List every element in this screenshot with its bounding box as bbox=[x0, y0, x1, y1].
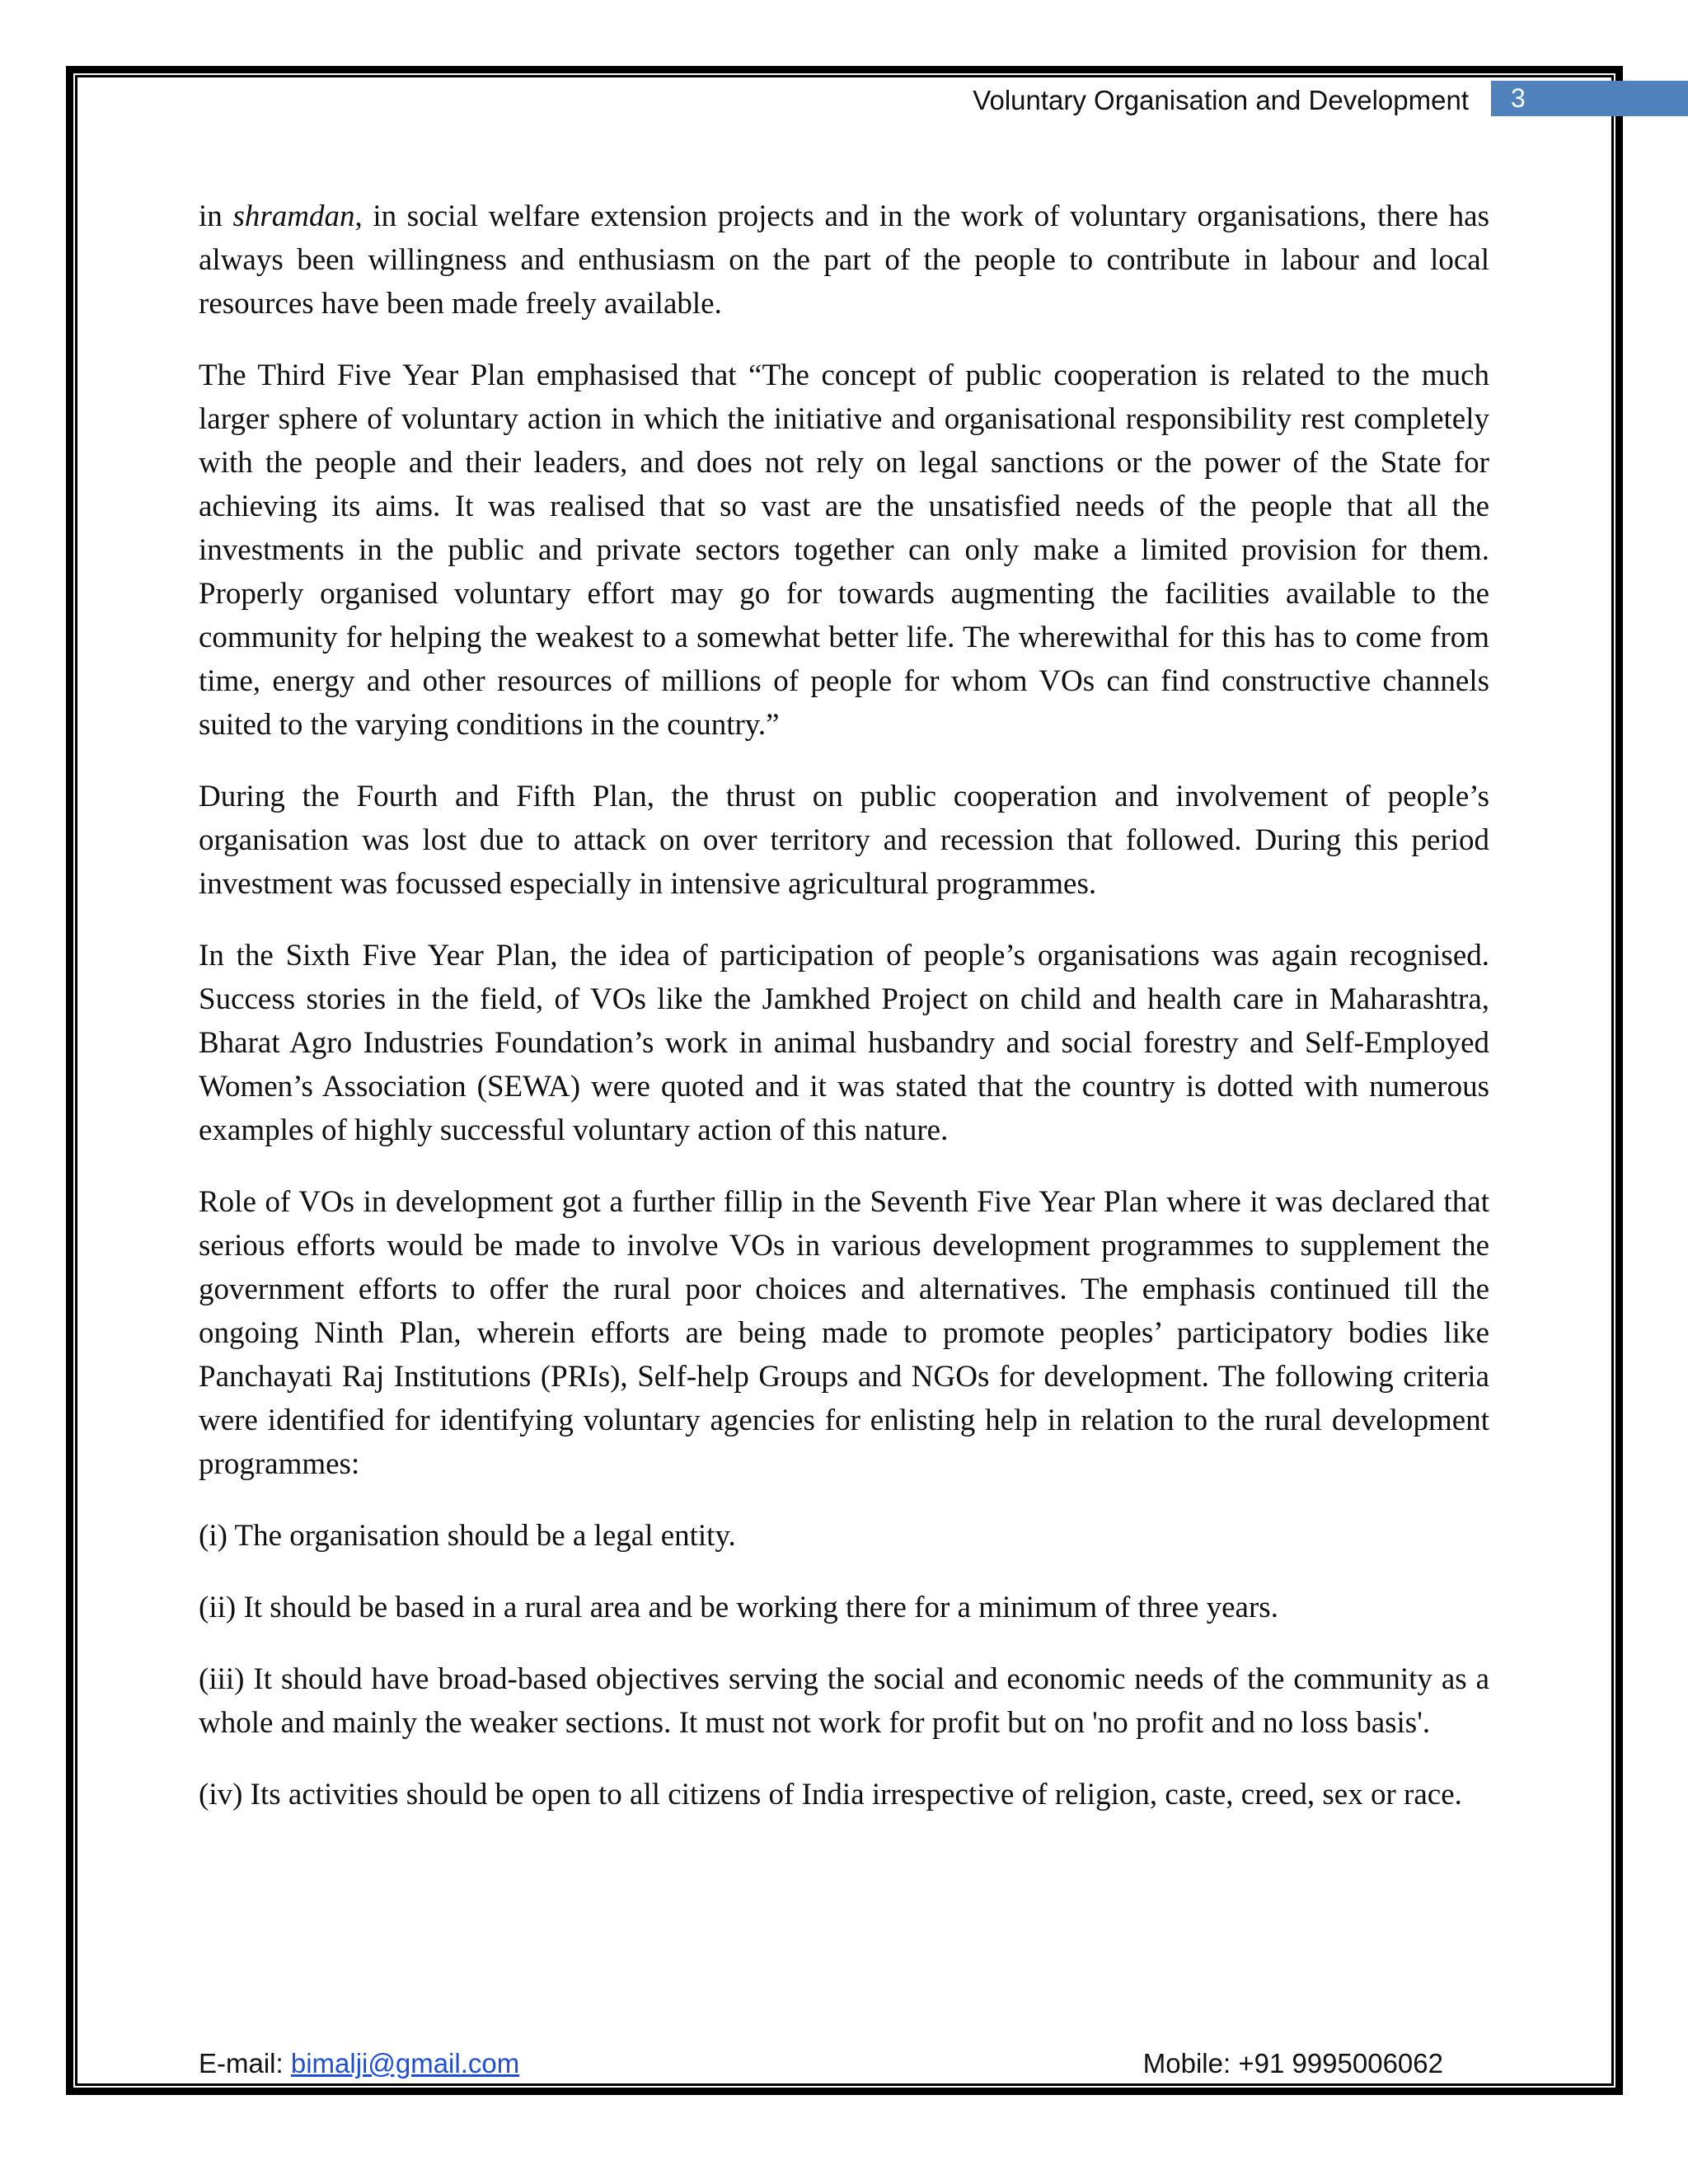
paragraph-1-rest: , in social welfare extension projects and in the work of voluntary organisations, there has always been willingness and enthusiasm on the part of the people to contribute in labour and local resources have been made freely available. bbox=[199, 199, 1489, 321]
paragraph-5: Role of VOs in development got a further fillip in the Seventh Five Year Plan where it was declared that serious efforts would be made to involve VOs in various development programmes to supplement the government efforts to offer the rural poor choices and alternatives. The emphasis continued till the ongoing Ninth Plan, wherein efforts are being made to promote peoples’ participatory bodies like Panchayati Raj Institutions (PRIs), Self-help Groups and NGOs for development. The following criteria were identified for identifying voluntary agencies for enlisting help in relation to the rural development programmes: bbox=[199, 1185, 1489, 1481]
page-number-badge: 3 bbox=[1491, 81, 1688, 116]
document-body bbox=[199, 194, 1489, 1844]
paragraph-4: In the Sixth Five Year Plan, the idea of participation of people’s organisations was again recognised. Success stories in the field, of VOs like the Jamkhed Project on child and health care in Maharashtra, Bharat Agro Industries Foundation’s work in animal husbandry and social forestry and Self-Employed Women’s Association (SEWA) were quoted and it was stated that the country is dotted with numerous examples of highly successful voluntary action of this nature. bbox=[199, 939, 1489, 1147]
paragraph-2: The Third Five Year Plan emphasised that “The concept of public cooperation is related to the much larger sphere of voluntary action in which the initiative and organisational responsibility rest completely with the people and their leaders, and does not rely on legal sanctions or the power of the State for achieving its aims. It was realised that so vast are the unsatisfied needs of the people that all the investments in the public and private sectors together can only make a limited provision for them. Properly organised voluntary effort may go for towards augmenting the facilities available to the community for helping the weakest to a somewhat better life. The wherewithal for this has to come from time, energy and other resources of millions of people for whom VOs can find constructive channels suited to the varying conditions in the country.” bbox=[199, 359, 1489, 742]
emphasis-shramdan: shramdan bbox=[232, 199, 355, 233]
footer-mobile: Mobile: +91 9995006062 bbox=[1142, 2048, 1443, 2079]
paragraph-1 bbox=[199, 194, 1489, 326]
page-footer bbox=[199, 2044, 1443, 2083]
criterion-3: (iii) It should have broad-based objectives serving the social and economic needs of the community as a whole and mainly the weaker sections. It must not work for profit but on 'no profit and no loss basis'. bbox=[199, 1662, 1489, 1740]
footer-email bbox=[199, 2044, 519, 2083]
email-link[interactable]: bimalji@gmail.com bbox=[290, 2048, 520, 2079]
criterion-4: (iv) Its activities should be open to all citizens of India irrespective of religion, caste, creed, sex or race. bbox=[199, 1778, 1462, 1811]
paragraph-3: During the Fourth and Fifth Plan, the thrust on public cooperation and involvement of people’s organisation was lost due to attack on over territory and recession that followed. During this period investment was focussed especially in intensive agricultural programmes. bbox=[199, 780, 1489, 901]
criterion-2: (ii) It should be based in a rural area and be working there for a minimum of three years. bbox=[199, 1591, 1278, 1624]
paragraph-1-lead: in bbox=[199, 199, 233, 233]
email-label: E-mail: bbox=[199, 2048, 291, 2079]
criterion-1: (i) The organisation should be a legal entity. bbox=[199, 1519, 736, 1553]
running-header-title: Voluntary Organisation and Development bbox=[973, 85, 1469, 115]
